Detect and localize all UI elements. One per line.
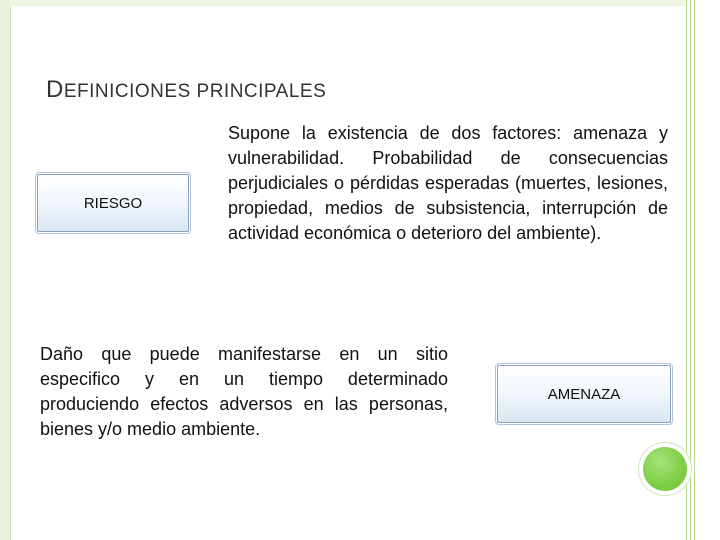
slide-left-border — [0, 0, 11, 540]
green-circle-decoration — [643, 447, 687, 491]
slide-right-rule — [686, 0, 687, 540]
slide-title — [46, 76, 326, 104]
slide-title-initial: D — [46, 76, 64, 103]
riesgo-term-box — [37, 174, 189, 232]
amenaza-definition: Daño que puede manifestarse en un sitio especifico y en un tiempo determinado produciendo efectos adversos en las personas, bienes y/o medio ambiente. — [40, 344, 448, 439]
slide-title-rest: EFINICIONES PRINCIPALES — [63, 81, 327, 102]
slide-right-rule — [690, 0, 691, 540]
riesgo-definition: Supone la existencia de dos factores: amenaza y vulnerabilidad. Probabilidad de consecuencias perjudiciales o pérdidas esperadas (muertes, lesiones, propiedad, medios de subsistencia, interrupción de actividad económica o deterioro del ambiente). — [228, 123, 668, 243]
slide-right-rule — [694, 0, 695, 540]
amenaza-term-label: AMENAZA — [547, 385, 621, 403]
amenaza-term-box — [497, 365, 671, 423]
slide-top-border — [10, 0, 686, 6]
riesgo-term-label: RIESGO — [83, 194, 143, 212]
